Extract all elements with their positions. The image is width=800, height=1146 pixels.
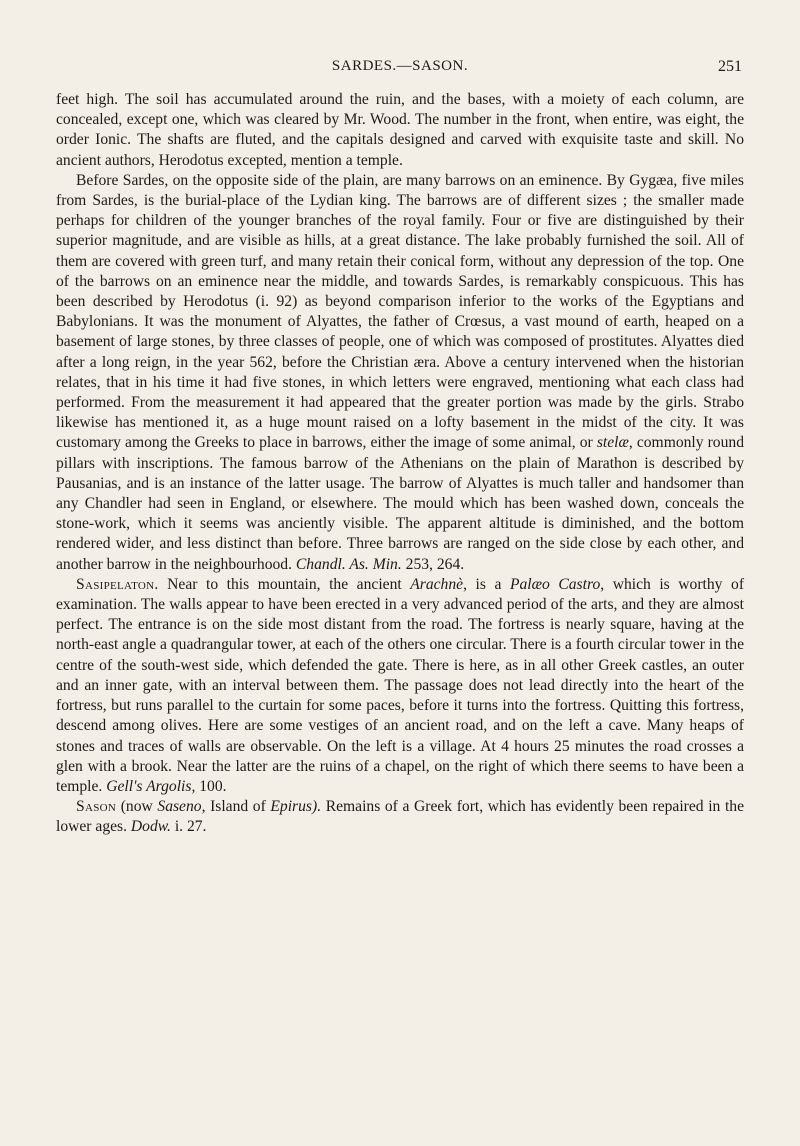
entry-text: Remains of a Greek fort, which has evidently been repaired in the lower ages. xyxy=(56,798,744,836)
entry-text: Island of xyxy=(205,798,271,816)
page-number: 251 xyxy=(718,58,742,75)
epirus-term: Epirus). xyxy=(270,798,322,816)
chandler-reference-pages: 253, 264. xyxy=(401,555,465,573)
dodwell-reference-pages: i. 27. xyxy=(170,818,207,836)
saseno-term: Saseno, xyxy=(157,798,206,816)
arachne-term: Arachnè xyxy=(410,575,464,593)
entry-headword: Sason xyxy=(76,798,117,816)
body-text xyxy=(56,90,744,838)
barrows-text: Before Sardes, on the opposite side of the plain, are many barrows on an eminence. By Gygæa, five miles from Sardes, is the burial-place of the Lydian king. The barrows are of different sizes ; the smaller made perhaps for children of the younger branches of the royal family. Four or five are distinguished by their superior magnitude, and are visible as hills, at a great distance. The lake probably furnished the soil. All of them are covered with green turf, and many retain their conical form, without any depression of the top. One of the barrows on an eminence near the middle, and towards Sardes, is remarkably conspicuous. This has been described by Herodotus (i. 92) as beyond comparison inferior to the works of the Egyptians and Babylonians. It was the monument of Alyattes, the father of Crœsus, a vast mound of earth, heaped on a basement of large stones, by three classes of people, one of which was composed of prostitutes. Alyattes died after a long reign, in the year 562, before the Christian æra. Above a century intervened when the historian relates, that in his time it had five stones, in which letters were engraved, mentioning what each class had performed. From the measurement it had appeared that the greater portion was made by the girls. Strabo likewise has mentioned it, as a huge mount raised on a lofty basement in the midst of the city. It was customary among the Greeks to place in barrows, either the image of some animal, or xyxy=(56,171,744,452)
dodwell-reference: Dodw. xyxy=(130,818,171,836)
palaeo-castro-term: Palæo Castro xyxy=(509,575,601,593)
page-header xyxy=(58,58,742,82)
chandler-reference: Chandl. As. Min. xyxy=(295,555,402,573)
entry-text: Near to this mountain, the ancient xyxy=(158,575,411,593)
barrows-text-2: , commonly round pillars with inscriptions. The famous barrow of the Athenians on the plain of Marathon is described by Pausanias, and is an instance of the latter usage. The barrow of Alyattes is much taller and handsomer than any Chandler had seen in England, or elsewhere. The mould which has been washed down, conceals the stone-work, which it seems was anciently visible. The apparent altitude is diminished, and the bottom rendered wider, and less distinct than before. Three barrows are ranged on the side close by each other, and another barrow in the neighbourhood. xyxy=(56,434,744,573)
entry-headword: Sasipelaton. xyxy=(76,575,159,593)
entry-text: , which is worthy of examination. The walls appear to have been erected in a very advanced period of the arts, and they are almost perfect. The entrance is on the side most distant from the road. The fortress is nearly square, having at the north-east angle a quadrangular tower, at each of the others one circular. There is a fourth circular tower in the centre of the south-west side, which defended the gate. There is here, as in all other Greek castles, an outer and an inner gate, with an interval between them. The passage does not lead directly into the heart of the fortress, but runs parallel to the curtain for some paces, before it turns into the fortress. Quitting this fortress, descend among olives. Here are some vestiges of an ancient road, and on the left a cave. Many heaps of stones and traces of walls are observable. On the left is a village. At 4 hours 25 minutes the road crosses a glen with a brook. Near the latter are the ruins of a chapel, on the right of which there seems to have been a temple. xyxy=(56,575,745,795)
sasipelaton-entry xyxy=(56,575,744,797)
gell-reference: Gell's Argolis, xyxy=(106,777,196,795)
barrows-paragraph xyxy=(56,171,744,575)
sason-entry xyxy=(56,797,744,837)
stelae-term: stelæ xyxy=(596,434,629,452)
entry-text: , is a xyxy=(463,575,510,593)
entry-text: (now xyxy=(116,798,158,816)
gell-reference-pages: 100. xyxy=(195,777,227,795)
running-title: SARDES.—SASON. xyxy=(331,58,469,74)
sardes-continuation-paragraph: feet high. The soil has accumulated around the ruin, and the bases, with a moiety of each column, are concealed, except one, which was cleared by Mr. Wood. The number in the front, when entire, was eight, the order Ionic. The shafts are fluted, and the capitals designed and carved with exquisite taste and skill. No ancient authors, Herodotus excepted, mention a temple. xyxy=(56,91,744,169)
